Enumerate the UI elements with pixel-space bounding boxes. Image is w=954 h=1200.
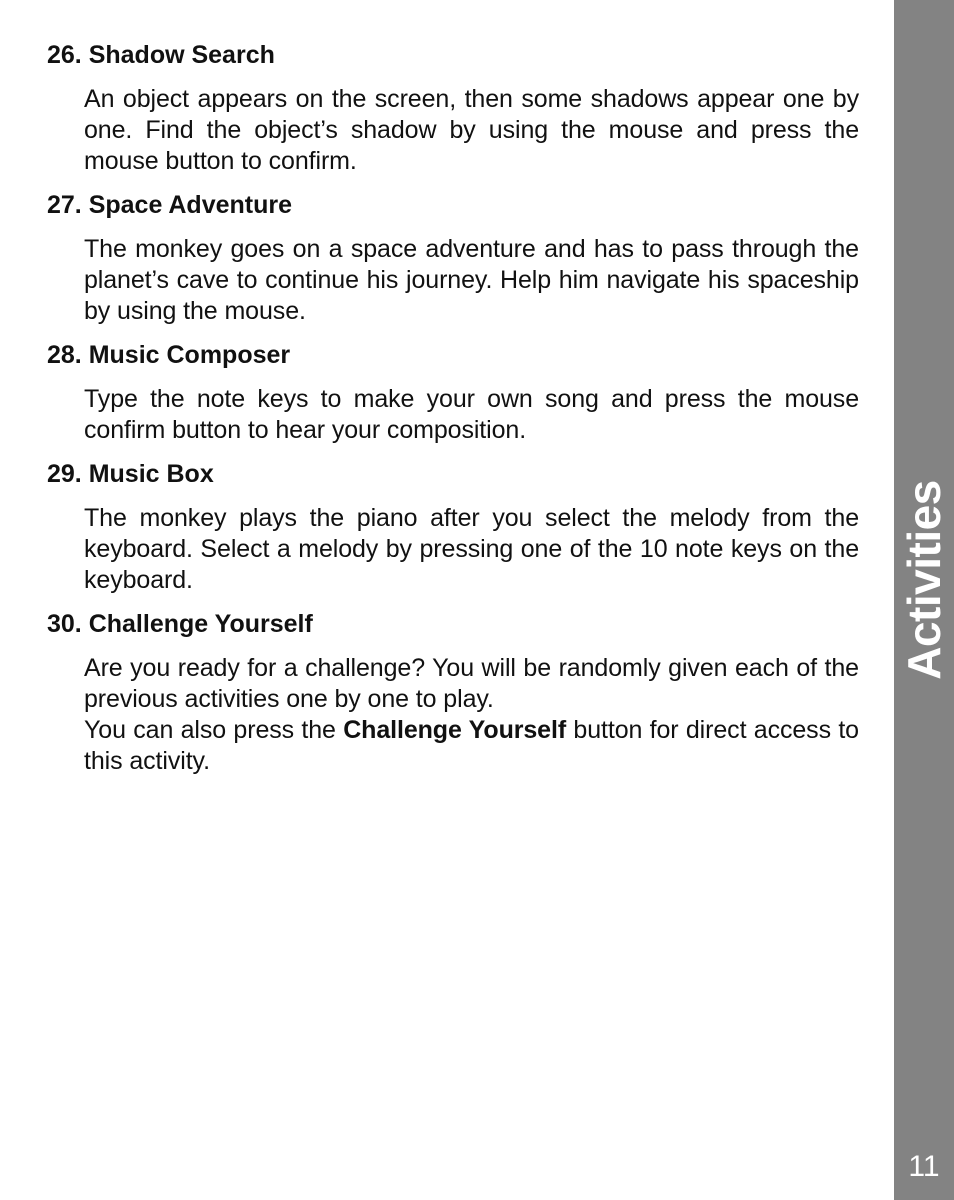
activity-26 <box>47 40 859 177</box>
page-number: 11 <box>908 1150 940 1183</box>
activity-title: 28. Music Composer <box>47 341 291 369</box>
activity-description-text: The monkey plays the piano after you select the melody from the keyboard. Select a melody by pressing one of the 10 note keys on the keyboard. <box>84 504 859 594</box>
activity-description-text: Type the note keys to make your own song and press the mouse confirm button to hear your composition. <box>84 385 859 444</box>
activity-description <box>84 234 859 327</box>
activity-27 <box>47 190 859 327</box>
activity-title: 27. Space Adventure <box>47 191 293 219</box>
activity-description-text: The monkey goes on a space adventure and has to pass through the planet’s cave to continue his journey. Help him navigate his spaceship by using the mouse. <box>84 235 859 325</box>
activity-description-text: Are you ready for a challenge? You will be randomly given each of the previous activities one by one to play. <box>84 654 859 713</box>
challenge-yourself-button-name: Challenge Yourself <box>343 716 567 744</box>
activity-description-text: An object appears on the screen, then some shadows appear one by one. Find the object’s shadow by using the mouse and press the mouse button to confirm. <box>84 85 859 175</box>
section-label: Activities <box>898 480 950 680</box>
activity-29 <box>47 459 859 596</box>
activity-30 <box>47 609 859 777</box>
activity-description <box>84 84 859 177</box>
note-prefix: You can also press the <box>84 716 344 744</box>
activity-description <box>84 384 859 446</box>
side-tab <box>894 0 954 1200</box>
activity-title: 26. Shadow Search <box>47 41 275 69</box>
activity-title: 29. Music Box <box>47 460 214 488</box>
page-content <box>47 40 859 790</box>
activity-title: 30. Challenge Yourself <box>47 610 313 638</box>
activity-28 <box>47 340 859 446</box>
activity-note <box>84 715 859 777</box>
note-suffix: button for direct access to this activity. <box>84 716 859 775</box>
activity-description <box>84 653 859 777</box>
activity-description <box>84 503 859 596</box>
